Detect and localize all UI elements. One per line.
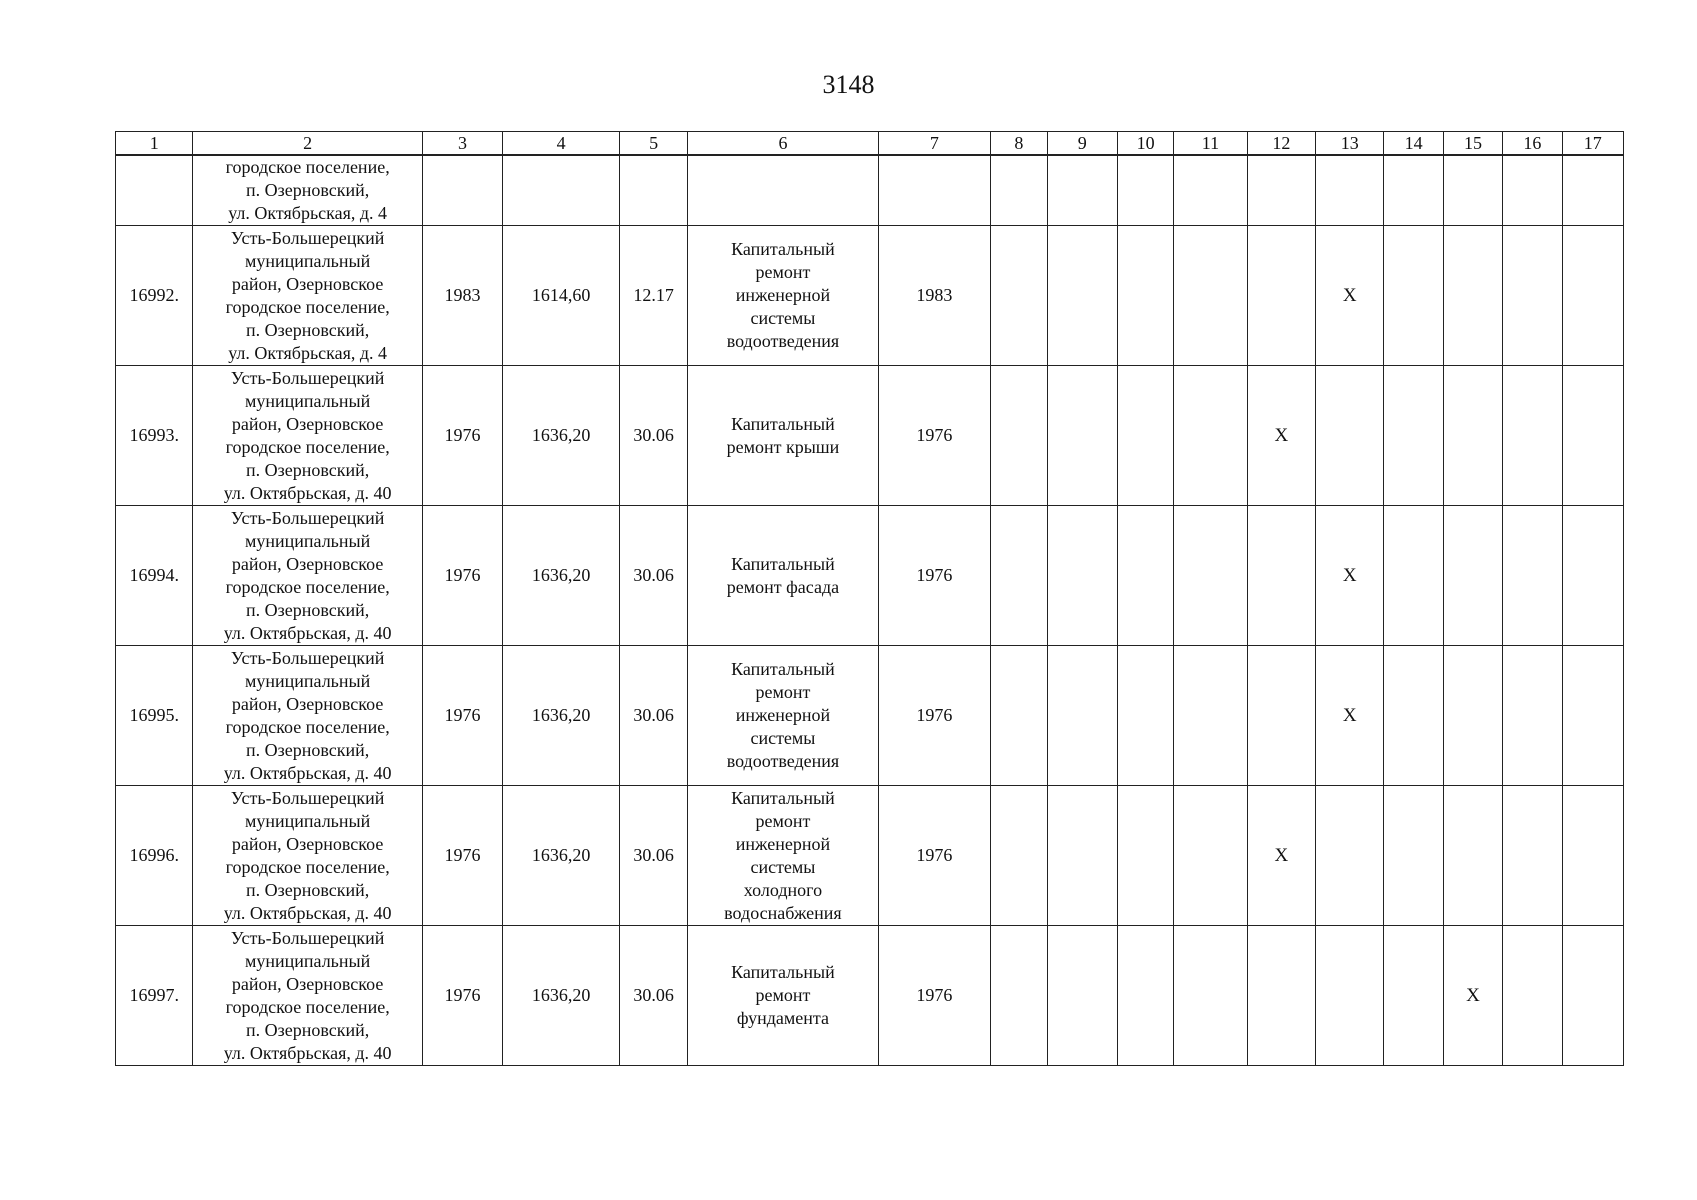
area-cell — [503, 155, 620, 226]
address-cell: Усть-Большерецкий муниципальный район, Озерновское городское поселение, п. Озерновский, ул. Октябрьская, д. 4 — [193, 226, 422, 366]
col-12-cell — [1247, 926, 1315, 1066]
year-commissioned-cell — [878, 155, 991, 226]
col-13-cell: Х — [1316, 226, 1384, 366]
table-row — [116, 226, 1624, 366]
col-14-cell — [1384, 506, 1443, 646]
column-header-12: 12 — [1247, 132, 1315, 156]
col-12-cell — [1247, 646, 1315, 786]
column-header-11: 11 — [1174, 132, 1247, 156]
row-number-cell: 16997. — [116, 926, 193, 1066]
col-12-cell — [1247, 506, 1315, 646]
col-10-cell — [1117, 926, 1173, 1066]
col-9-cell — [1047, 226, 1117, 366]
col-17-cell — [1562, 646, 1623, 786]
col-8-cell — [991, 786, 1047, 926]
index-code-cell: 12.17 — [619, 226, 687, 366]
column-header-10: 10 — [1117, 132, 1173, 156]
year-built-cell — [422, 155, 502, 226]
work-type-cell: Капитальный ремонт инженерной системы холодного водоснабжения — [688, 786, 878, 926]
col-13-cell: Х — [1316, 646, 1384, 786]
col-11-cell — [1174, 646, 1247, 786]
col-8-cell — [991, 155, 1047, 226]
year-commissioned-cell: 1976 — [878, 366, 991, 506]
table-row — [116, 366, 1624, 506]
col-17-cell — [1562, 786, 1623, 926]
col-16-cell — [1503, 926, 1562, 1066]
col-10-cell — [1117, 226, 1173, 366]
column-header-1: 1 — [116, 132, 193, 156]
col-10-cell — [1117, 366, 1173, 506]
column-header-4: 4 — [503, 132, 620, 156]
col-14-cell — [1384, 646, 1443, 786]
address-cell: Усть-Большерецкий муниципальный район, Озерновское городское поселение, п. Озерновский, ул. Октябрьская, д. 40 — [193, 506, 422, 646]
col-12-cell: Х — [1247, 786, 1315, 926]
column-header-14: 14 — [1384, 132, 1443, 156]
col-10-cell — [1117, 155, 1173, 226]
col-9-cell — [1047, 646, 1117, 786]
column-header-7: 7 — [878, 132, 991, 156]
col-16-cell — [1503, 155, 1562, 226]
col-11-cell — [1174, 226, 1247, 366]
col-17-cell — [1562, 226, 1623, 366]
col-8-cell — [991, 366, 1047, 506]
col-16-cell — [1503, 366, 1562, 506]
col-16-cell — [1503, 646, 1562, 786]
area-cell: 1636,20 — [503, 786, 620, 926]
index-code-cell: 30.06 — [619, 926, 687, 1066]
col-17-cell — [1562, 506, 1623, 646]
work-type-cell: Капитальный ремонт инженерной системы водоотведения — [688, 226, 878, 366]
col-11-cell — [1174, 786, 1247, 926]
col-15-cell — [1443, 155, 1502, 226]
header-row — [116, 132, 1624, 156]
col-9-cell — [1047, 926, 1117, 1066]
table-row — [116, 786, 1624, 926]
year-commissioned-cell: 1976 — [878, 786, 991, 926]
col-8-cell — [991, 226, 1047, 366]
col-14-cell — [1384, 366, 1443, 506]
col-9-cell — [1047, 786, 1117, 926]
year-commissioned-cell: 1976 — [878, 926, 991, 1066]
col-9-cell — [1047, 366, 1117, 506]
column-header-9: 9 — [1047, 132, 1117, 156]
col-8-cell — [991, 926, 1047, 1066]
col-13-cell: Х — [1316, 506, 1384, 646]
col-12-cell — [1247, 155, 1315, 226]
col-11-cell — [1174, 366, 1247, 506]
address-cell: Усть-Большерецкий муниципальный район, Озерновское городское поселение, п. Озерновский, ул. Октябрьская, д. 40 — [193, 366, 422, 506]
area-cell: 1636,20 — [503, 366, 620, 506]
col-9-cell — [1047, 155, 1117, 226]
col-17-cell — [1562, 366, 1623, 506]
col-17-cell — [1562, 926, 1623, 1066]
col-10-cell — [1117, 786, 1173, 926]
col-13-cell — [1316, 926, 1384, 1066]
address-cell: Усть-Большерецкий муниципальный район, Озерновское городское поселение, п. Озерновский, ул. Октябрьская, д. 40 — [193, 786, 422, 926]
col-12-cell — [1247, 226, 1315, 366]
col-14-cell — [1384, 226, 1443, 366]
table-row — [116, 926, 1624, 1066]
col-11-cell — [1174, 926, 1247, 1066]
col-15-cell — [1443, 786, 1502, 926]
index-code-cell: 30.06 — [619, 786, 687, 926]
area-cell: 1636,20 — [503, 926, 620, 1066]
work-type-cell: Капитальный ремонт фундамента — [688, 926, 878, 1066]
address-cell: Усть-Большерецкий муниципальный район, Озерновское городское поселение, п. Озерновский, ул. Октябрьская, д. 40 — [193, 926, 422, 1066]
col-15-cell — [1443, 646, 1502, 786]
col-16-cell — [1503, 226, 1562, 366]
column-header-15: 15 — [1443, 132, 1502, 156]
index-code-cell: 30.06 — [619, 506, 687, 646]
year-built-cell: 1976 — [422, 366, 502, 506]
registry-table — [115, 131, 1624, 1066]
col-11-cell — [1174, 155, 1247, 226]
row-number-cell: 16996. — [116, 786, 193, 926]
column-header-6: 6 — [688, 132, 878, 156]
col-13-cell — [1316, 366, 1384, 506]
col-8-cell — [991, 506, 1047, 646]
year-commissioned-cell: 1976 — [878, 646, 991, 786]
year-built-cell: 1976 — [422, 506, 502, 646]
col-11-cell — [1174, 506, 1247, 646]
table-row — [116, 646, 1624, 786]
column-header-5: 5 — [619, 132, 687, 156]
col-17-cell — [1562, 155, 1623, 226]
index-code-cell: 30.06 — [619, 366, 687, 506]
col-15-cell: Х — [1443, 926, 1502, 1066]
area-cell: 1614,60 — [503, 226, 620, 366]
year-built-cell: 1983 — [422, 226, 502, 366]
col-16-cell — [1503, 506, 1562, 646]
col-10-cell — [1117, 646, 1173, 786]
table-header — [116, 132, 1624, 156]
table-row — [116, 506, 1624, 646]
year-commissioned-cell: 1983 — [878, 226, 991, 366]
col-13-cell — [1316, 155, 1384, 226]
work-type-cell: Капитальный ремонт фасада — [688, 506, 878, 646]
registry-table-wrapper — [115, 131, 1624, 1066]
col-15-cell — [1443, 506, 1502, 646]
address-cell: Усть-Большерецкий муниципальный район, Озерновское городское поселение, п. Озерновский, ул. Октябрьская, д. 40 — [193, 646, 422, 786]
page-number: 3148 — [822, 70, 875, 99]
year-built-cell: 1976 — [422, 786, 502, 926]
row-number-cell: 16995. — [116, 646, 193, 786]
row-number-cell: 16992. — [116, 226, 193, 366]
index-code-cell: 30.06 — [619, 646, 687, 786]
column-header-3: 3 — [422, 132, 502, 156]
column-header-16: 16 — [1503, 132, 1562, 156]
work-type-cell — [688, 155, 878, 226]
col-8-cell — [991, 646, 1047, 786]
col-9-cell — [1047, 506, 1117, 646]
area-cell: 1636,20 — [503, 646, 620, 786]
col-14-cell — [1384, 786, 1443, 926]
year-commissioned-cell: 1976 — [878, 506, 991, 646]
work-type-cell: Капитальный ремонт крыши — [688, 366, 878, 506]
row-number-cell: 16994. — [116, 506, 193, 646]
col-13-cell — [1316, 786, 1384, 926]
col-14-cell — [1384, 155, 1443, 226]
col-12-cell: Х — [1247, 366, 1315, 506]
col-14-cell — [1384, 926, 1443, 1066]
column-header-2: 2 — [193, 132, 422, 156]
year-built-cell: 1976 — [422, 926, 502, 1066]
column-header-13: 13 — [1316, 132, 1384, 156]
year-built-cell: 1976 — [422, 646, 502, 786]
col-16-cell — [1503, 786, 1562, 926]
work-type-cell: Капитальный ремонт инженерной системы водоотведения — [688, 646, 878, 786]
row-number-cell — [116, 155, 193, 226]
row-number-cell: 16993. — [116, 366, 193, 506]
col-10-cell — [1117, 506, 1173, 646]
table-body — [116, 155, 1624, 1066]
col-15-cell — [1443, 226, 1502, 366]
table-row — [116, 155, 1624, 226]
column-header-8: 8 — [991, 132, 1047, 156]
address-cell: городское поселение, п. Озерновский, ул. Октябрьская, д. 4 — [193, 155, 422, 226]
area-cell: 1636,20 — [503, 506, 620, 646]
col-15-cell — [1443, 366, 1502, 506]
column-header-17: 17 — [1562, 132, 1623, 156]
index-code-cell — [619, 155, 687, 226]
